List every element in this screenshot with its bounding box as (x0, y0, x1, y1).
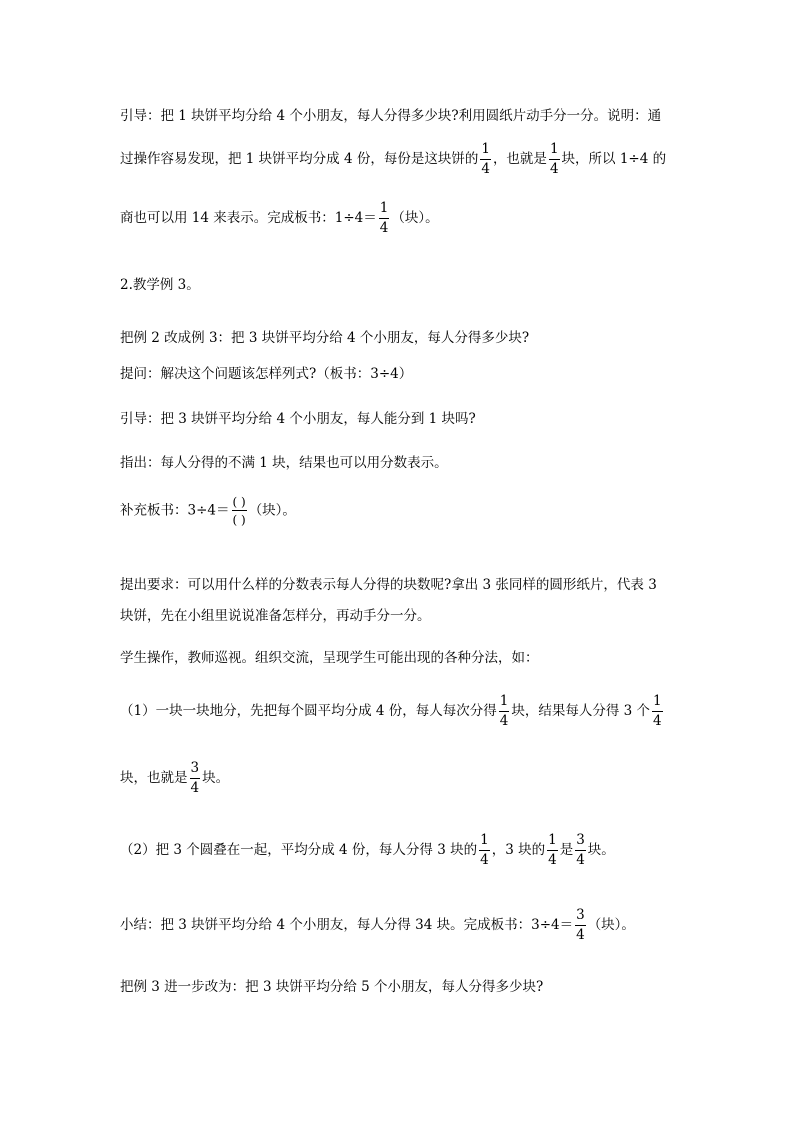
fraction-three-quarters: $\frac{3}{4}$ (576, 907, 585, 943)
paragraph-operation: 学生操作，教师巡视。组织交流，呈现学生可能出现的各种分法，如： (120, 650, 539, 666)
paragraph-guide-1-line1: 引导：把 1 块饼平均分给 4 个小朋友，每人分得多少块?利用圆纸片动手分一分。说明：通 (120, 108, 662, 124)
paragraph-supplement: 补充板书：3÷4＝ $\frac{( )}{( )}$ （块）。 (120, 495, 296, 527)
paragraph-point-out: 指出：每人分得的不满 1 块，结果也可以用分数表示。 (120, 455, 448, 471)
section-heading: 2.教学例 3。 (120, 277, 200, 293)
paragraph-example-3: 把例 2 改成例 3：把 3 块饼平均分给 4 个小朋友，每人分得多少块? (120, 330, 530, 346)
paragraph-method-1-line2: 块，也就是 $\frac{3}{4}$ 块。 (120, 760, 230, 796)
paragraph-extension: 把例 3 进一步改为：把 3 块饼平均分给 5 个小朋友，每人分得多少块? (120, 979, 544, 995)
paragraph-guide-1-line2: 过操作容易发现，把 1 块饼平均分成 4 份，每份是这块饼的 $\frac{1}{4}$ ，也就是 $\frac{1}{4}$ 块，所以 1÷4 的 (120, 141, 667, 177)
paragraph-method-2: （2）把 3 个圆叠在一起，平均分成 4 份，每人分得 3 块的 $\frac{1}{4}$ ，3 块的 $\frac{1}{4}$ 是 $\frac{3}{4}$ 块。 (120, 832, 615, 868)
fraction-one-quarter: $\frac{1}{4}$ (548, 832, 557, 868)
paragraph-guide-1-line3: 商也可以用 14 来表示。完成板书：1÷4＝ $\frac{1}{4}$ （块）。 (120, 200, 439, 236)
fraction-one-quarter: $\frac{1}{4}$ (480, 832, 489, 868)
paragraph-requirement-line2: 块饼，先在小组里说说准备怎样分，再动手分一分。 (120, 608, 431, 624)
fraction-one-quarter: $\frac{1}{4}$ (549, 141, 559, 177)
fraction-one-quarter: $\frac{1}{4}$ (499, 693, 509, 729)
fraction-blank: $\frac{( )}{( )}$ (232, 495, 246, 527)
fraction-three-quarters: $\frac{3}{4}$ (576, 832, 585, 868)
paragraph-method-1-line1: （1）一块一块地分，先把每个圆平均分成 4 份，每人每次分得 $\frac{1}{4}$ 块，结果每人分得 3 个 $\frac{1}{4}$ (120, 693, 662, 729)
fraction-one-quarter: $\frac{1}{4}$ (481, 141, 490, 177)
paragraph-guide-2: 引导：把 3 块饼平均分给 4 个小朋友，每人能分到 1 块吗? (120, 411, 476, 427)
paragraph-requirement-line1: 提出要求：可以用什么样的分数表示每人分得的块数呢?拿出 3 张同样的圆形纸片，代表 3 (120, 577, 657, 593)
fraction-one-quarter: $\frac{1}{4}$ (653, 693, 662, 729)
fraction-one-quarter: $\frac{1}{4}$ (379, 200, 389, 236)
paragraph-question: 提问：解决这个问题该怎样列式?（板书：3÷4） (120, 366, 413, 382)
fraction-three-quarters: $\frac{3}{4}$ (190, 760, 200, 796)
paragraph-summary: 小结：把 3 块饼平均分给 4 个小朋友，每人分得 34 块。完成板书：3÷4＝ $\frac{3}{4}$ （块）。 (120, 907, 635, 943)
